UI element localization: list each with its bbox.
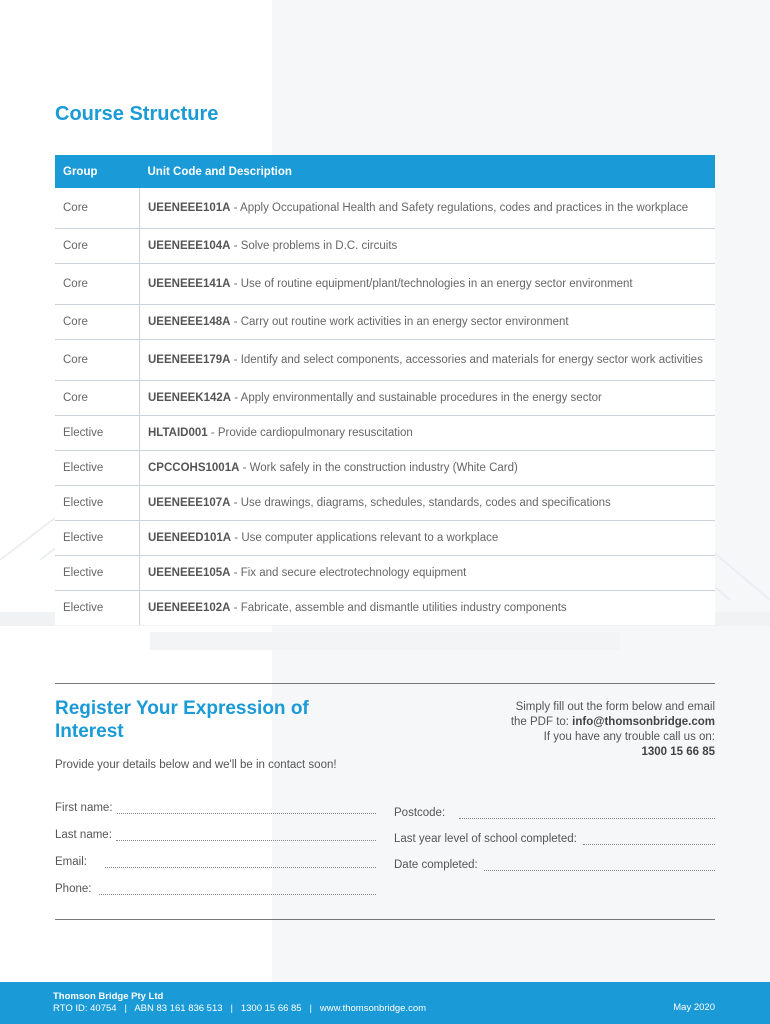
group-cell: Elective (55, 451, 140, 486)
table-row (55, 591, 715, 626)
group-cell: Core (55, 188, 140, 229)
first-name-input-line[interactable] (117, 801, 376, 814)
footer-date: May 2020 (673, 1002, 715, 1013)
date-completed-label: Date completed: (394, 859, 478, 871)
unit-description: - Apply Occupational Health and Safety regulations, codes and practices in the workplace (230, 201, 689, 214)
phone-label: Phone: (55, 883, 92, 895)
school-level-label: Last year level of school completed: (394, 833, 577, 845)
unit-description: - Use of routine equipment/plant/technologies in an energy sector environment (230, 277, 633, 290)
table-row (55, 340, 715, 381)
section-divider-bottom (55, 919, 715, 920)
unit-description: - Identify and select components, accessories and materials for energy sector work activities (230, 353, 703, 366)
unit-cell (140, 486, 716, 521)
first-name-label: First name: (55, 802, 113, 814)
unit-code: UEENEEK142A (148, 391, 232, 404)
last-name-input-line[interactable] (116, 828, 376, 841)
unit-cell (140, 591, 716, 626)
unit-cell (140, 451, 716, 486)
group-cell: Elective (55, 416, 140, 451)
table-row (55, 416, 715, 451)
postcode-label: Postcode: (394, 807, 446, 819)
group-cell: Core (55, 305, 140, 340)
contact-phone[interactable]: 1300 15 66 85 (641, 746, 715, 758)
course-structure-title: Course Structure (55, 103, 219, 125)
unit-cell (140, 229, 716, 264)
date-completed-field[interactable] (394, 858, 715, 871)
table-row (55, 229, 715, 264)
column-header-group: Group (55, 155, 140, 188)
table-row (55, 305, 715, 340)
table-row (55, 381, 715, 416)
phone-field[interactable] (55, 882, 376, 895)
unit-description: - Fix and secure electrotechnology equipment (230, 566, 467, 579)
email-field[interactable] (55, 855, 376, 868)
first-name-field[interactable] (55, 801, 376, 814)
unit-description: - Carry out routine work activities in an energy sector environment (230, 315, 569, 328)
unit-code: UEENEEE102A (148, 601, 231, 614)
school-level-field[interactable] (394, 832, 715, 845)
table-row (55, 521, 715, 556)
unit-cell (140, 340, 716, 381)
instructions-line-1: Simply fill out the form below and email (515, 701, 715, 713)
unit-description: - Work safely in the construction industry (White Card) (239, 461, 518, 474)
table-row (55, 451, 715, 486)
table-row (55, 264, 715, 305)
unit-description: - Apply environmentally and sustainable procedures in the energy sector (231, 391, 602, 404)
table-header-row (55, 155, 715, 188)
instructions-line-3: If you have any trouble call us on: (543, 731, 715, 743)
register-instructions (435, 700, 715, 760)
table-row (55, 556, 715, 591)
instructions-prefix: the PDF to: (510, 716, 573, 728)
register-subtitle: Provide your details below and we'll be in contact soon! (55, 759, 337, 771)
group-cell: Core (55, 264, 140, 305)
group-cell: Core (55, 340, 140, 381)
unit-description: - Solve problems in D.C. circuits (230, 239, 398, 252)
school-level-input-line[interactable] (583, 832, 715, 845)
unit-code: UEENEEE105A (148, 566, 231, 579)
unit-cell (140, 188, 716, 229)
group-cell: Core (55, 381, 140, 416)
unit-code: UEENEEE179A (148, 353, 231, 366)
unit-code: UEENEEE101A (148, 201, 231, 214)
unit-cell (140, 305, 716, 340)
table-row (55, 486, 715, 521)
unit-cell (140, 556, 716, 591)
unit-cell (140, 381, 716, 416)
email-label: Email: (55, 856, 87, 868)
footer-company: Thomson Bridge Pty Ltd (53, 991, 164, 1002)
unit-code: UEENEEE148A (148, 315, 231, 328)
section-divider-top (55, 683, 715, 684)
last-name-label: Last name: (55, 829, 112, 841)
phone-input-line[interactable] (99, 882, 376, 895)
group-cell: Elective (55, 521, 140, 556)
unit-description: - Provide cardiopulmonary resuscitation (207, 426, 413, 439)
date-completed-input-line[interactable] (484, 858, 715, 871)
group-cell: Elective (55, 556, 140, 591)
group-cell: Core (55, 229, 140, 264)
unit-description: - Use drawings, diagrams, schedules, standards, codes and specifications (230, 496, 611, 509)
column-header-unit: Unit Code and Description (140, 155, 716, 188)
unit-cell (140, 416, 716, 451)
postcode-field[interactable] (394, 806, 715, 819)
unit-code: UEENEEE107A (148, 496, 231, 509)
footer (0, 982, 770, 1024)
group-cell: Elective (55, 591, 140, 626)
unit-code: UEENEEE141A (148, 277, 231, 290)
group-cell: Elective (55, 486, 140, 521)
unit-description: - Use computer applications relevant to a workplace (231, 531, 499, 544)
unit-code: HLTAID001 (148, 426, 208, 439)
course-structure-table (55, 155, 715, 625)
unit-cell (140, 264, 716, 305)
footer-info: RTO ID: 40754 | ABN 83 161 836 513 | 1300 15 66 85 | www.thomsonbridge.com (53, 1003, 427, 1014)
contact-email-link[interactable]: info@thomsonbridge.com (572, 716, 715, 728)
unit-cell (140, 521, 716, 556)
unit-code: UEENEEE104A (148, 239, 231, 252)
table-row (55, 188, 715, 229)
register-title: Register Your Expression of Interest (55, 698, 309, 742)
last-name-field[interactable] (55, 828, 376, 841)
unit-code: UEENEED101A (148, 531, 232, 544)
instructions-line-2 (435, 715, 715, 730)
email-input-line[interactable] (105, 855, 376, 868)
unit-description: - Fabricate, assemble and dismantle utilities industry components (230, 601, 567, 614)
postcode-input-line[interactable] (459, 806, 715, 819)
unit-code: CPCCOHS1001A (148, 461, 240, 474)
